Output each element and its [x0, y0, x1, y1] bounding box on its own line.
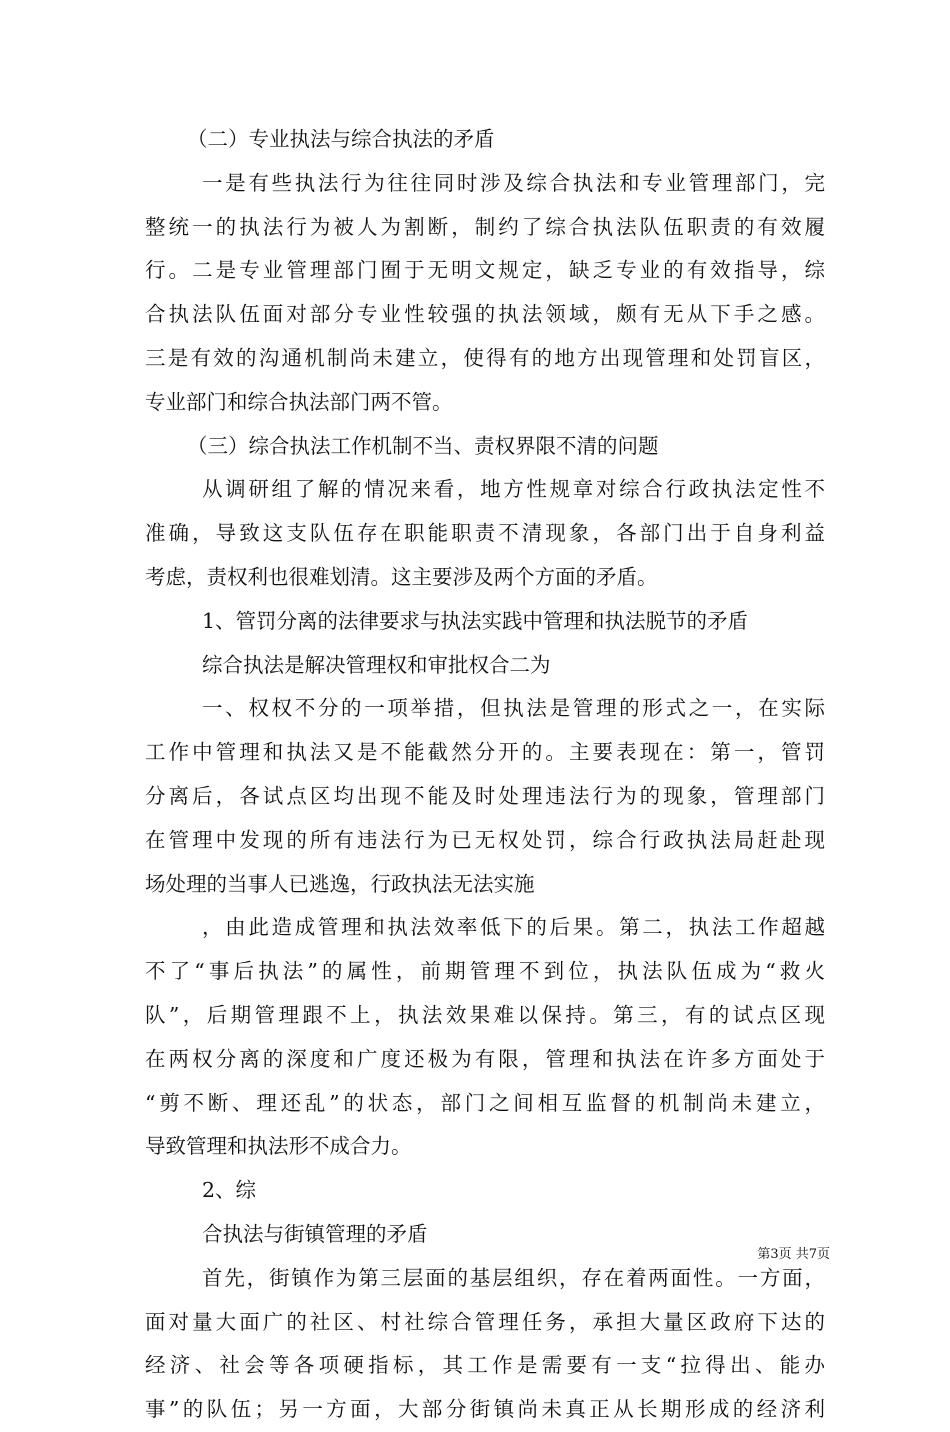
text-line: 1、管罚分离的法律要求与执法实践中管理和执法脱节的矛盾 [202, 608, 749, 633]
text-line: 专业部门和综合执法部门两不管。 [145, 389, 453, 414]
text-line: 一是有些执法行为往往同时涉及综合执法和专业管理部门，完 [202, 170, 825, 195]
text-line: 不了“事后执法”的属性，前期管理不到位，执法队伍成为“救火 [145, 959, 825, 984]
text-line: 导致管理和执法形不成合力。 [145, 1134, 412, 1159]
text-line: 在管理中发现的所有违法行为已无权处罚，综合行政执法局赶赴现 [145, 827, 825, 852]
text-line: 事”的队伍；另一方面，大部分街镇尚未真正从长期形成的经济利 [145, 1397, 825, 1422]
text-line: （二）专业执法与综合执法的矛盾 [187, 127, 495, 151]
text-line: 分离后，各试点区均出现不能及时处理违法行为的现象，管理部门 [145, 783, 825, 808]
text-line: 合执法队伍面对部分专业性较强的执法领域，颇有无从下手之感。 [145, 302, 825, 327]
text-line: 2、综 [202, 1178, 257, 1203]
text-line: ，由此造成管理和执法效率低下的后果。第二，执法工作超越 [202, 915, 825, 940]
text-line: 经济、社会等各项硬指标，其工作是需要有一支“拉得出、能办 [145, 1353, 825, 1378]
text-line: 合执法与街镇管理的矛盾 [202, 1221, 428, 1246]
text-line: 三是有效的沟通机制尚未建立，使得有的地方出现管理和处罚盲区， [145, 345, 825, 370]
text-line: 准确，导致这支队伍存在职能职责不清现象，各部门出于自身利益 [145, 521, 825, 546]
text-line: 考虑，责权利也很难划清。这主要涉及两个方面的矛盾。 [145, 564, 658, 589]
text-line: 面对量大面广的社区、村社综合管理任务，承担大量区政府下达的 [145, 1309, 825, 1334]
text-line: （三）综合执法工作机制不当、责权界限不清的问题 [187, 433, 659, 458]
document-body [145, 118, 825, 1432]
page-number: 第3页 共7页 [757, 1247, 830, 1262]
text-line: 整统一的执法行为被人为割断，制约了综合执法队伍职责的有效履 [145, 214, 825, 239]
text-line: 从调研组了解的情况来看，地方性规章对综合行政执法定性不 [202, 477, 825, 502]
text-line: 场处理的当事人已逃逸，行政执法无法实施 [145, 871, 535, 896]
text-line: 在两权分离的深度和广度还极为有限，管理和执法在许多方面处于 [145, 1046, 825, 1071]
text-line: 队”，后期管理跟不上，执法效果难以保持。第三，有的试点区现 [145, 1002, 825, 1027]
text-line: 行。二是专业管理部门囿于无明文规定，缺乏专业的有效指导，综 [145, 258, 825, 283]
text-line: 一、权权不分的一项举措，但执法是管理的形式之一，在实际 [202, 696, 825, 721]
text-line: 首先，街镇作为第三层面的基层组织，存在着两面性。一方面， [202, 1265, 825, 1290]
text-line: 工作中管理和执法又是不能截然分开的。主要表现在：第一，管罚 [145, 740, 825, 765]
text-line: “剪不断、理还乱”的状态，部门之间相互监督的机制尚未建立， [145, 1090, 825, 1115]
text-line: 综合执法是解决管理权和审批权合二为 [202, 652, 551, 677]
